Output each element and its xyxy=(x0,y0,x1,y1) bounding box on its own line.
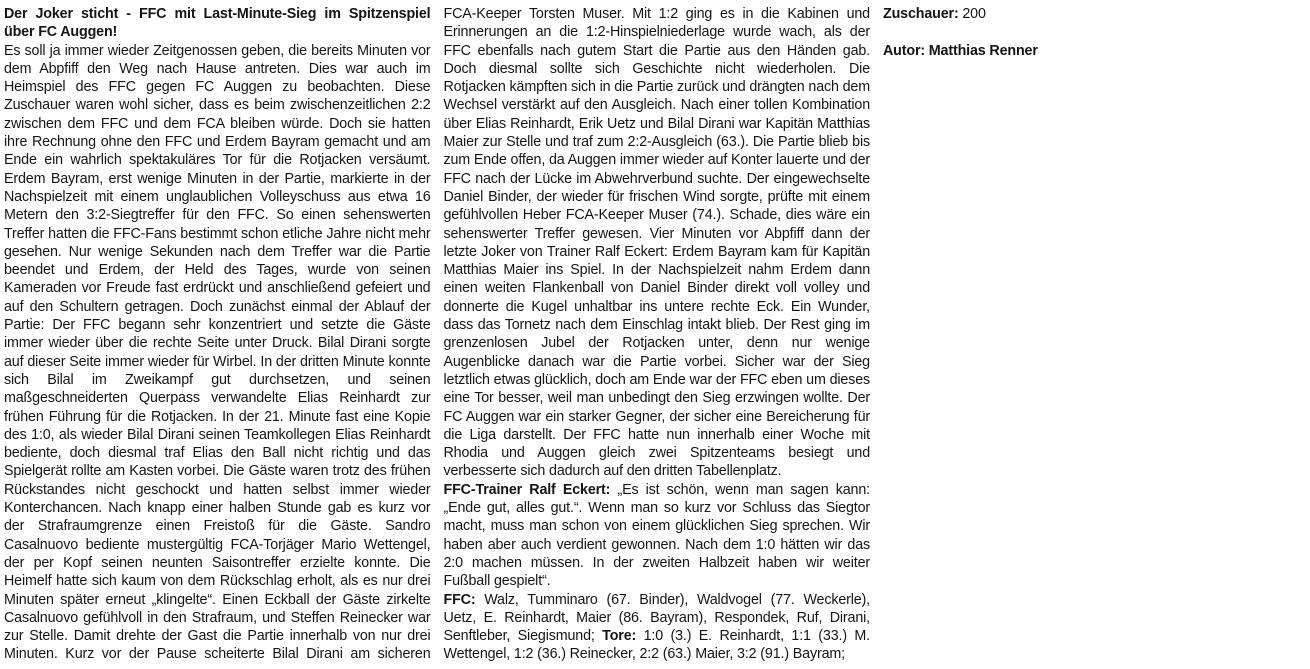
lineup-players: Walz, Tumminaro (67. Binder), Waldvogel (77. Weckerle), Uetz, E. Reinhardt, Maier (86. Bayram), Respondek, Ruf, Dirani, Senftleber, Siegismund; xyxy=(443,591,870,645)
attendance-line xyxy=(883,5,1310,23)
attendance-value: 200 xyxy=(958,6,986,22)
article-title: Der Joker sticht - FFC mit Last-Minute-Sieg im Spitzenspiel über FC Auggen! xyxy=(4,6,431,41)
author-name: Autor: Matthias Renner xyxy=(883,42,1038,59)
goals-list: 1:0 (3.) E. Reinhardt, 1:1 (33.) M. Wettengel, 1:2 (36.) Reinecker, 2:2 (63.) Maier, 3:2 (91.) Bayram; xyxy=(443,628,870,663)
author-line xyxy=(883,42,1310,60)
lineup-label: FFC: xyxy=(443,591,476,608)
match-report-article xyxy=(4,5,1038,669)
article-body: Es soll ja immer wieder Zeitgenossen geben, die bereits Minuten vor dem Abpfiff den Weg nach Hause antreten. Dies war auch im Heimspiel des FFC gegen FC Auggen zu beobachten. Diese Zuschauer waren wohl sicher, dass es beim zwischenzeitlichen 2:2 zwischen dem FFC und dem FCA bleiben würde. Doch sie hatten ihre Rechnung ohne den FFC und Erdem Bayram gemacht und am Ende ein wahrlich spektakuläres Tor für die Rotjacken versäumt. Erdem Bayram, erst wenige Minuten in der Partie, markierte in der Nachspielzeit mit einem unglaublichen Volleyschuss aus etwa 16 Metern den 3:2-Siegtreffer für den FFC. So einen sehenswerten Treffer hatten die FFC-Fans bestimmt schon etliche Jahre nicht mehr gesehen. Nur wenige Sekunden nach dem Treffer war die Partie beendet und Erdem, der Held des Tages, wurde von seinen Kameraden vor Freude fast erdrückt und anschließend gefeiert und auf den Schultern getragen. Doch zunächst einmal der Ablauf der Partie: Der FFC begann sehr konzentriert und setzte die Gäste immer wieder über die rechte Seite unter Druck. Bilal Dirani sorgte auf dieser Seite immer wieder für Wirbel. In der dritten Minute konnte sich Bilal im Zweikampf gut durchsetzen, und seinen maßgeschneiderten Querpass verwandelte Elias Reinhardt zur frühen Führung für die Rotjacken. In der 21. Minute fast eine Kopie des 1:0, als wieder Bilal Dirani seinen Teamkollegen Elias Reinhardt bediente, doch diesmal traf Elias den Ball nicht richtig und das Spielgerät rollte am Kasten vorbei. Die Gäste waren trotz des frühen Rückstandes nicht geschockt und hatten selbst immer wieder Konterchancen. Nach knapp einer halben Stunde gab es kurz vor der Strafraumgrenze einen Freistoß für die Gäste. Sandro Casalnuovo bediente mustergültig FCA-Torjäger Mario Wettengel, der per Kopf seinen neunten Saisontreffer erzielte konnte. Die Heimelf hatte sich kaum von dem Rückschlag erholt, als es nur drei Minuten später erneut „klingelte“. Einen Eckball der Gäste zirkelte Casalnuovo gefühlvoll in den Strafraum, und Steffen Reinecker war zur Stelle. Damit drehte der Gast die Partie innerhalb von nur drei Minuten. Kurz vor der Pause scheiterte Bilal Dirani am sicheren FCA-Keeper Torsten Muser. Mit 1:2 ging es in die Kabinen und Erinnerungen an die 1:2-Hinspielniederlage wurde wach, als der FFC ebenfalls nach gutem Start die Partie aus den Händen gab. Doch diesmal sollte sich Geschichte nicht wiederholen. Die Rotjacken kämpften sich in die Partie zurück und drängten nach dem Wechsel verstärkt auf den Ausgleich. Nach einer tollen Kombination über Elias Reinhardt, Erik Uetz und Bilal Dirani war Kapitän Matthias Maier zur Stelle und traf zum 2:2-Ausgleich (63.). Die Partie blieb bis zum Ende offen, da Auggen immer wieder auf Konter lauerte und der FFC nach der Lücke im Abwehrverbund suchte. Der eingewechselte Daniel Binder, der wieder für frischen Wind sorgte, prüfte mit einem gefühlvollen Heber FCA-Keeper Muser (74.). Schade, dies wäre ein sehenswerter Treffer gewesen. Vier Minuten vor Abpfiff dann der letzte Joker von Trainer Ralf Eckert: Erdem Bayram kam für Kapitän Matthias Maier ins Spiel. In der Nachspielzeit nahm Erdem dann einen weiten Flankenball von Daniel Binder direkt voll volley und donnerte die Kugel unhaltbar ins untere rechte Eck. Ein Wunder, dass das Tornetz nach dem Einschlag intakt blieb. Der Rest ging im grenzenlosen Jubel der Rotjacken unter, denn nur wenige Augenblicke danach war die Partie vorbei. Sicher war der Sieg letztlich etwas glücklich, doch am Ende war der FFC eben um dieses eine Tor besser, weil man unbedingt den Sieg erzwingen wollte. Der FC Auggen war ein starker Gegner, der sicher eine Bereicherung für die Liga darstellt. Der FFC hatte nun innerhalb einer Woche mit Rhodia und Auggen gleich zwei Spitzenteams besiegt und verbesserte sich dadurch auf den dritten Tabellenplatz. xyxy=(4,6,870,663)
trainer-quote-text: „Es ist schön, wenn man sagen kann: „Ende gut, alles gut.“. Wenn man so kurz vor Schluss das Siegtor macht, muss man schon von einem glücklichen Sieg sprechen. Wir haben aber auch verdient gewonnen. Nach dem 1:0 hätten wir das 2:0 machen müssen. In der zweiten Halbzeit haben wir weiter Fußball gespielt“. xyxy=(443,481,870,590)
lineup-paragraph xyxy=(444,591,871,664)
trainer-quote-lead: FFC-Trainer Ralf Eckert: xyxy=(443,481,611,498)
attendance-label: Zuschauer: xyxy=(883,6,959,22)
trainer-quote-paragraph xyxy=(444,481,871,591)
goals-label: Tore: xyxy=(602,628,637,645)
